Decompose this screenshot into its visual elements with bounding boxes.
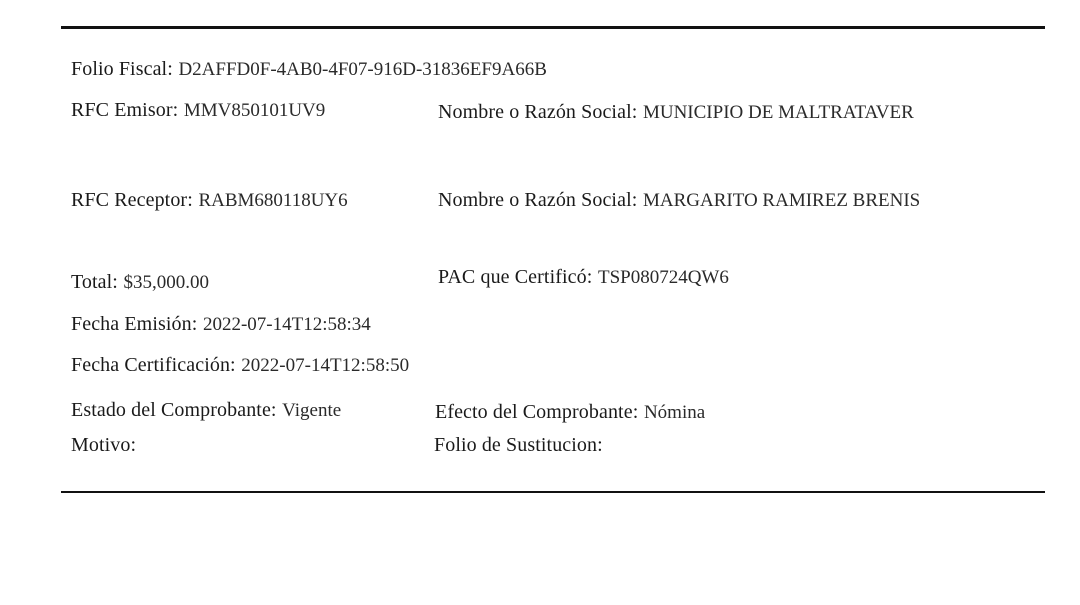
motivo-field (71, 434, 136, 457)
nombre-receptor-value: MARGARITO RAMIREZ BRENIS (642, 190, 921, 211)
fecha-certificacion-label: Fecha Certificación: (71, 354, 236, 376)
estado-field (71, 399, 341, 422)
folio-fiscal-value: D2AFFD0F-4AB0-4F07-916D-31836EF9A66B (178, 59, 547, 80)
rfc-emisor-value: MMV850101UV9 (183, 100, 326, 121)
folio-sustitucion-field (434, 434, 603, 457)
pac-value: TSP080724QW6 (597, 267, 729, 288)
nombre-receptor-field (438, 189, 920, 212)
rfc-receptor-value: RABM680118UY6 (198, 190, 348, 211)
pac-label: PAC que Certificó: (438, 266, 593, 288)
rfc-emisor-field (71, 99, 325, 122)
pac-field (438, 266, 729, 289)
efecto-label: Efecto del Comprobante: (435, 401, 639, 423)
fecha-emision-label: Fecha Emisión: (71, 313, 198, 335)
top-divider (61, 26, 1045, 29)
estado-value: Vigente (282, 400, 342, 421)
nombre-emisor-field (438, 101, 914, 124)
motivo-label: Motivo: (71, 434, 137, 456)
rfc-receptor-label: RFC Receptor: (71, 189, 193, 211)
folio-fiscal-field (71, 58, 547, 81)
bottom-divider (61, 491, 1045, 493)
fecha-certificacion-value: 2022-07-14T12:58:50 (241, 355, 410, 376)
nombre-emisor-label: Nombre o Razón Social: (438, 101, 638, 123)
rfc-emisor-label: RFC Emisor: (71, 99, 179, 121)
nombre-emisor-value: MUNICIPIO DE MALTRATAVER (642, 102, 914, 123)
efecto-value: Nómina (643, 402, 706, 423)
fecha-certificacion-field (71, 354, 409, 377)
rfc-receptor-field (71, 189, 348, 212)
fecha-emision-value: 2022-07-14T12:58:34 (202, 314, 371, 335)
efecto-field (435, 401, 705, 424)
estado-label: Estado del Comprobante: (71, 399, 277, 421)
total-label: Total: (71, 271, 118, 293)
total-value: $35,000.00 (123, 272, 210, 293)
fecha-emision-field (71, 313, 371, 336)
total-field (71, 271, 209, 294)
folio-sustitucion-label: Folio de Sustitucion: (434, 434, 603, 456)
folio-fiscal-label: Folio Fiscal: (71, 58, 173, 80)
nombre-receptor-label: Nombre o Razón Social: (438, 189, 638, 211)
